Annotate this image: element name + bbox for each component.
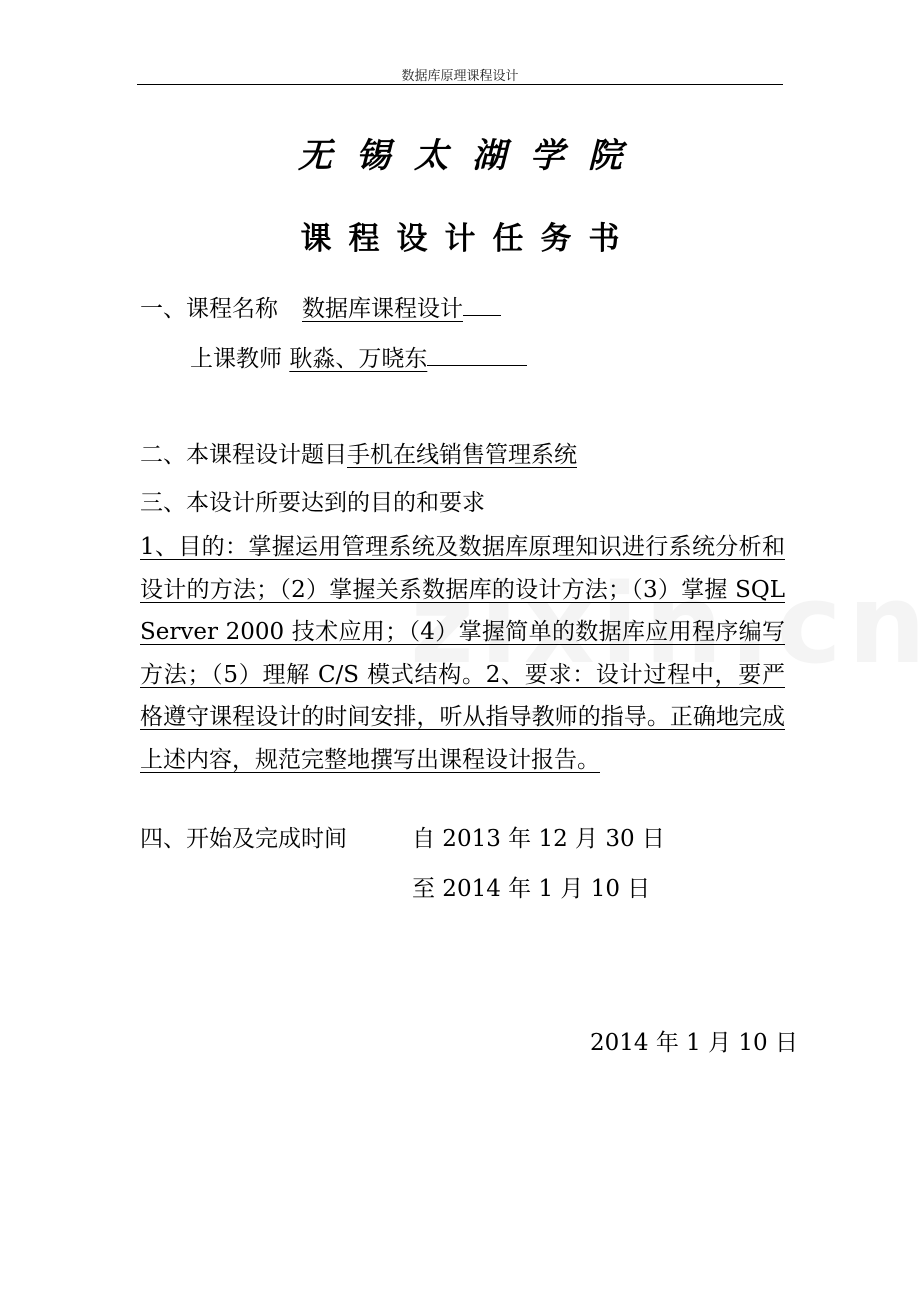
topic-value: 手机在线销售管理系统: [347, 442, 577, 468]
schedule-end: 至 2014 年 1 月 10 日: [412, 876, 651, 902]
header-rule: [137, 84, 783, 85]
document-title: 课程设计任务书: [300, 221, 637, 257]
teacher-blank: [427, 364, 527, 366]
page-header: 数据库原理课程设计: [401, 69, 519, 84]
teacher-row: [190, 340, 527, 373]
topic-row: [140, 436, 577, 469]
teacher-names: 耿淼、万晓东: [289, 346, 428, 372]
topic-label: 二、本课程设计题目: [140, 442, 347, 468]
goals-heading: 三、本设计所要达到的目的和要求: [140, 490, 485, 516]
course-label: 一、课程名称: [140, 296, 278, 322]
course-row: [140, 290, 501, 323]
teacher-label: 上课教师: [190, 346, 282, 372]
schedule-label: 四、开始及完成时间: [140, 826, 347, 852]
schedule-start: 自 2013 年 12 月 30 日: [412, 826, 665, 852]
document-date: 2014 年 1 月 10 日: [590, 1030, 798, 1056]
course-blank: [463, 314, 501, 316]
goals-text: 1、目的：掌握运用管理系统及数据库原理知识进行系统分析和设计的方法；（2）掌握关系数据库的设计方法；（3）掌握 SQL Server 2000 技术应用；（4）掌握简单的数据库应用程序编写方法；（5）理解 C/S 模式结构。2、要求：设计过程中，要严格遵守课程设计的时间安排，听从指导教师的指导。正确地完成上述内容，规范完整地撰写出课程设计报告。: [140, 534, 785, 773]
goals-paragraph: [140, 526, 785, 782]
course-name: 数据库课程设计: [302, 296, 463, 322]
school-name: 无锡太湖学院: [298, 136, 646, 176]
